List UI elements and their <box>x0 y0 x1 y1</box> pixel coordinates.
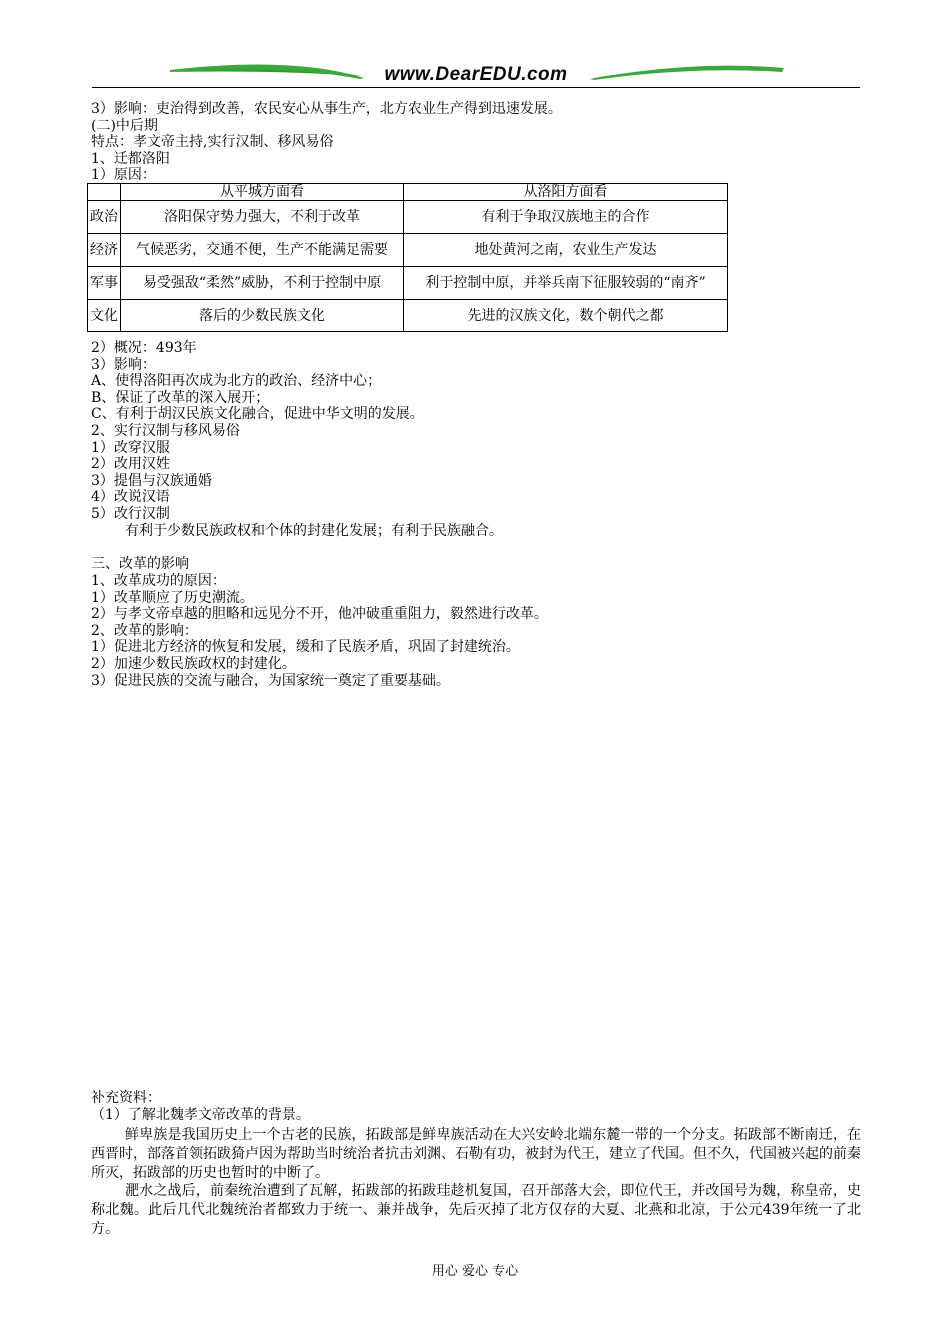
text-line: 5）改行汉制 <box>91 506 170 522</box>
text-line: 3）影响： <box>91 357 156 373</box>
text-line: 特点：孝文帝主持,实行汉制、移风易俗 <box>91 134 334 150</box>
text-line: A、使得洛阳再次成为北方的政治、经济中心； <box>91 373 382 389</box>
text-line: C、有利于胡汉民族文化融合，促进中华文明的发展。 <box>91 406 424 422</box>
page-footer: 用心 爱心 专心 <box>431 1264 519 1279</box>
text-line: 3）影响：吏治得到改善，农民安心从事生产，北方农业生产得到迅速发展。 <box>91 101 562 117</box>
section-heading: 三、改革的影响 <box>91 556 189 572</box>
text-line: 1）促进北方经济的恢复和发展，缓和了民族矛盾，巩固了封建统治。 <box>91 639 520 655</box>
text-line: 1）改穿汉服 <box>91 440 170 456</box>
text-line: 4）改说汉语 <box>91 489 170 505</box>
text-line: 1）改革顺应了历史潮流。 <box>91 590 254 606</box>
row-heading: 军事 <box>88 267 121 300</box>
table-cell: 洛阳保守势力强大，不利于改革 <box>121 201 404 234</box>
table-cell: 易受强敌“柔然”威胁，不利于控制中原 <box>121 267 404 300</box>
table-row <box>88 267 728 300</box>
table-cell: 气候恶劣，交通不便，生产不能满足需要 <box>121 234 404 267</box>
text-line-indented: 有利于少数民族政权和个体的封建化发展；有利于民族融合。 <box>125 523 503 539</box>
text-line: 2）概况：493年 <box>91 340 197 356</box>
text-line: 3）提倡与汉族通婚 <box>91 473 212 489</box>
text-line: 1、迁都洛阳 <box>91 151 170 167</box>
relocation-reasons-table <box>87 183 728 332</box>
table-cell: 先进的汉族文化，数个朝代之都 <box>404 300 728 332</box>
text-line: 2）改用汉姓 <box>91 456 170 472</box>
text-line: 2、实行汉制与移风易俗 <box>91 423 240 439</box>
site-header-banner <box>92 58 860 90</box>
table-cell: 落后的少数民族文化 <box>121 300 404 332</box>
table-cell: 地处黄河之南，农业生产发达 <box>404 234 728 267</box>
row-heading: 政治 <box>88 201 121 234</box>
text-line: (二)中后期 <box>91 118 158 134</box>
text-line: 2）加速少数民族政权的封建化。 <box>91 656 296 672</box>
supplement-subtitle: （1）了解北魏孝文帝改革的背景。 <box>91 1107 310 1123</box>
text-line: 1、改革成功的原因： <box>91 573 226 589</box>
table-header-luoyang: 从洛阳方面看 <box>404 184 728 201</box>
supplement-paragraph <box>91 1182 861 1239</box>
row-heading: 文化 <box>88 300 121 332</box>
row-heading: 经济 <box>88 234 121 267</box>
paragraph-text: 淝水之战后，前秦统治遭到了瓦解，拓跋部的拓跋珪趁机复国，召开部落大会，即位代王，并改国号为魏，称皇帝，史称北魏。此后几代北魏统治者都致力于统一、兼并战争，先后灭掉了北方仅存的大夏、北燕和北凉，于公元439年统一了北方。 <box>91 1183 861 1237</box>
text-line: 1）原因： <box>91 167 156 183</box>
table-cell: 有利于争取汉族地主的合作 <box>404 201 728 234</box>
text-line: B、保证了改革的深入展开； <box>91 390 270 406</box>
paragraph-text: 鲜卑族是我国历史上一个古老的民族，拓跋部是鲜卑族活动在大兴安岭北端东麓一带的一个分支。拓跋部不断南迁，在西晋时，部落首领拓跋猗卢因为帮助当时统治者抗击刘渊、石勒有功，被封为代王，建立了代国。但不久，代国被兴起的前秦所灭，拓跋部的历史也暂时的中断了。 <box>91 1127 861 1181</box>
table-row <box>88 201 728 234</box>
supplement-paragraph <box>91 1126 861 1183</box>
table-row <box>88 300 728 332</box>
header-rule <box>92 87 860 88</box>
text-line: 2）与孝文帝卓越的胆略和远见分不开，他冲破重重阻力，毅然进行改革。 <box>91 606 548 622</box>
text-line: 3）促进民族的交流与融合，为国家统一奠定了重要基础。 <box>91 673 450 689</box>
table-corner-cell <box>88 184 121 201</box>
table-row <box>88 234 728 267</box>
table-header-pingcheng: 从平城方面看 <box>121 184 404 201</box>
table-cell: 利于控制中原，并举兵南下征服较弱的“南齐” <box>404 267 728 300</box>
text-line: 2、改革的影响： <box>91 623 198 639</box>
site-url-logo-text: www.DearEDU.com <box>384 64 568 85</box>
supplement-title: 补充资料： <box>91 1090 161 1106</box>
